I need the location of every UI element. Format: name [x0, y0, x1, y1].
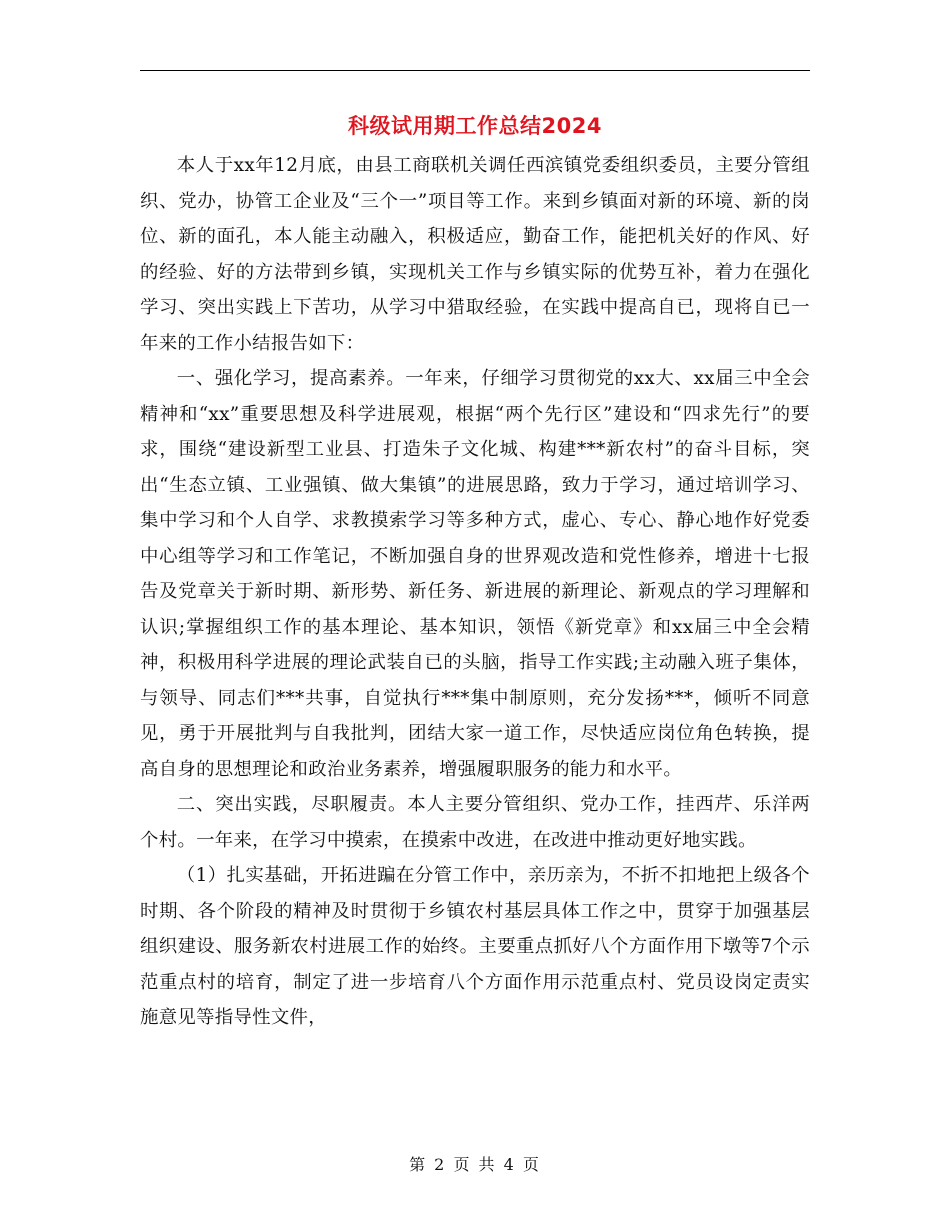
- paragraph-section-1: 一、强化学习，提高素养。一年来，仔细学习贯彻党的xx大、xx届三中全会精神和“xx”重要思想及科学进展观，根据“两个先行区”建设和“四求先行”的要求，围绕“建设新型工业县、打造朱子文化城、构建***新农村”的奋斗目标，突出“生态立镇、工业强镇、做大集镇”的进展思路，致力于学习，通过培训学习、集中学习和个人自学、求教摸索学习等多种方式，虚心、专心、静心地作好党委中心组等学习和工作笔记，不断加强自身的世界观改造和党性修养，增进十七报告及党章关于新时期、新形势、新任务、新进展的新理论、新观点的学习理解和认识;掌握组织工作的基本理论、基本知识，领悟《新党章》和xx届三中全会精神，积极用科学进展的理论武装自已的头脑，指导工作实践;主动融入班子集体，与领导、同志们***共事，自觉执行***集中制原则，充分发扬***，倾听不同意见，勇于开展批判与自我批判，团结大家一道工作，尽快适应岗位角色转换，提高自身的思想理论和政治业务素养，增强履职服务的能力和水平。: [140, 368, 810, 780]
- paragraph-subsection-1: （1）扎实基础，开拓进蹁在分管工作中，亲历亲为，不折不扣地把上级各个时期、各个阶段的精神及时贯彻于乡镇农村基层具体工作之中，贯穿于加强基层组织建设、服务新农村进展工作的始终。主要重点抓好八个方面作用下墩等7个示范重点村的培育，制定了进一步培育八个方面作用示范重点村、党员设岗定责实施意见等指导性文件，: [140, 865, 810, 1028]
- document-title: 科级试用期工作总结2024: [348, 114, 602, 138]
- paragraph-intro: 本人于xx年12月底，由县工商联机关调任西滨镇党委组织委员，主要分管组织、党办，协管工企业及“三个一”项目等工作。来到乡镇面对新的环境、新的岗位、新的面孔，本人能主动融入，积极适应，勤奋工作，能把机关好的作风、好的经验、好的方法带到乡镇，实现机关工作与乡镇实际的优势互补，着力在强化学习、突出实践上下苦功，从学习中猎取经验，在实践中提高自已，现将自已一年来的工作小结报告如下：: [140, 155, 810, 354]
- paragraph-section-2: 二、突出实践，尽职履责。本人主要分管组织、党办工作，挂西芹、乐洋两个村。一年来，在学习中摸索，在摸索中改进，在改进中推动更好地实践。: [140, 794, 810, 851]
- header-rule: [140, 70, 810, 71]
- document-body: [140, 148, 810, 1036]
- page-number-footer: 第 2 页 共 4 页: [409, 1155, 541, 1174]
